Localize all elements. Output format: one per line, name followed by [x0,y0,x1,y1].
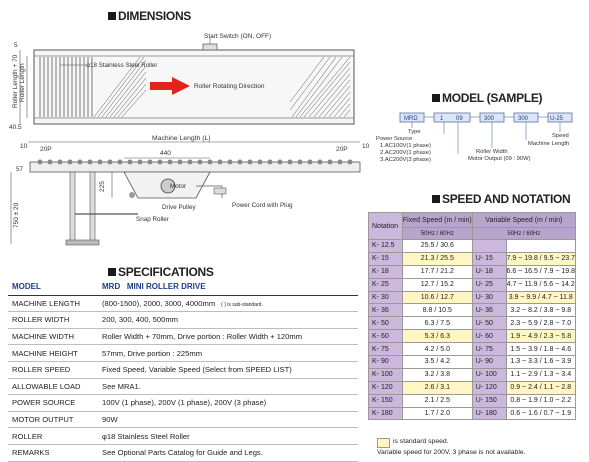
speed-row [369,265,576,278]
variable-notation: U- 18 [472,265,506,278]
fixed-speed: 4.2 / 5.0 [402,343,472,356]
variable-notation: U- 120 [472,381,506,394]
support-leg [70,172,75,242]
plug-icon [214,188,226,194]
snap-roller-label: Snap Roller [136,216,169,223]
spec-value: 57mm, Drive portion : 225mm [102,348,203,358]
fixed-speed: 3.2 / 3.8 [402,368,472,381]
spec-value-cell [98,428,358,445]
spec-value-cell [98,411,358,428]
spec-row [8,361,358,378]
motor-output-label: Motor Output (09 : 90W) [468,156,531,162]
dim-57: 57 [16,166,24,173]
dim-5: 5 [14,42,18,49]
variable-notation: U- 30 [472,291,506,304]
fixed-speed: 12.7 / 15.2 [402,278,472,291]
variable-notation: U- 100 [472,368,506,381]
speed-row [369,330,576,343]
variable-speed: 6.6 ~ 16.5 / 7.9 ~ 19.8 [506,265,576,278]
fixed-speed: 2.6 / 3.1 [402,381,472,394]
variable-speed: 4.7 ~ 11.9 / 5.6 ~ 14.2 [506,278,576,291]
machine-length-label: Machine Length (L) [152,135,211,142]
speed-row [369,343,576,356]
fixed-notation: K- 150 [369,394,403,407]
fixed-speed: 3.5 / 4.2 [402,356,472,369]
fixed-speed: 17.7 / 21.2 [402,265,472,278]
power-cord-label: Power Cord with Plug [232,202,293,209]
roller-length-label: Roller Length [19,63,26,102]
variable-speed [506,240,576,253]
fixed-notation: K- 75 [369,343,403,356]
variable-notation: U- 75 [472,343,506,356]
speed-row [369,291,576,304]
spec-value-cell [98,361,358,378]
spec-value: 200, 300, 400, 500mm [102,315,178,325]
spec-value-cell [98,328,358,345]
variable-speed: 1.5 ~ 3.9 / 1.8 ~ 4.6 [506,343,576,356]
spec-value: 90W [102,415,118,425]
dim-225: 225 [99,181,106,192]
spec-value: Fixed Speed, Variable Speed (Select from SPEED LIST) [102,365,292,375]
speed-label: Speed [552,133,569,139]
fixed-speed: 5.3 / 6.3 [402,330,472,343]
variable-speed: 2.3 ~ 5.9 / 2.8 ~ 7.0 [506,317,576,330]
fixed-speed: 8.8 / 10.5 [402,304,472,317]
fixed-notation: K- 18 [369,265,403,278]
variable-notation: U- 90 [472,356,506,369]
spec-key: MOTOR OUTPUT [8,411,98,428]
fixed-notation: K- 25 [369,278,403,291]
spec-value-cell [98,444,358,461]
spec-header-model-name [98,279,358,295]
fixed-notation: K- 50 [369,317,403,330]
roller-width-label: Roller Width [476,149,508,155]
spec-value: (800-1500), 2000, 3000, 4000mm [102,298,216,308]
model-sample-heading-text: MODEL (SAMPLE) [442,91,543,105]
model-code-power: 1 [440,116,444,122]
variable-speed: 1.1 ~ 2.9 / 1.3 ~ 3.4 [506,368,576,381]
spec-row [8,411,358,428]
roller-length-70-label: Roller Length + 70 [12,54,19,108]
bullet-square-icon [432,195,440,203]
variable-speed: 1.9 ~ 4.9 / 2.3 ~ 5.8 [506,330,576,343]
speed-row [369,356,576,369]
variable-notation: U- 180 [472,407,506,420]
machine-length-code-label: Machine Length [528,141,570,147]
spec-value: See MRA1. [102,381,141,391]
spec-row [8,328,358,345]
col-notation: Notation [369,213,403,240]
type-label: Type [408,129,421,135]
spec-key: ROLLER [8,428,98,445]
spec-row [8,312,358,329]
variable-speed: 3.2 ~ 8.2 / 3.8 ~ 9.8 [506,304,576,317]
spec-key: MACHINE HEIGHT [8,345,98,362]
speed-row [369,304,576,317]
variable-notation: U- 25 [472,278,506,291]
variable-notation: U- 15 [472,252,506,265]
start-switch-label: Start Switch (ON, OFF) [204,33,272,40]
spec-key: REMARKS [8,444,98,461]
spec-row [8,395,358,412]
fixed-speed: 1.7 / 2.0 [402,407,472,420]
spec-value-cell [98,295,358,312]
hz-fixed: 50Hz / 60Hz [402,228,472,240]
spec-key: ROLLER WIDTH [8,312,98,329]
model-sample-heading [432,91,542,105]
model-name: MINI ROLLER DRIVE [126,282,206,292]
start-switch-box [203,44,217,50]
support-leg [90,172,95,242]
variable-speed: 7.9 ~ 19.8 / 9.5 ~ 23.7 [506,252,576,265]
dim-20p-right: 20P [336,146,348,153]
model-code: MRD [102,282,121,292]
variable-speed: 3.9 ~ 9.9 / 4.7 ~ 11.8 [506,291,576,304]
fixed-notation: K- 30 [369,291,403,304]
legend-note: Variable speed for 200V, 3 phase is not available. [377,449,526,456]
spec-row [8,295,358,312]
variable-notation: U- 60 [472,330,506,343]
fixed-speed: 10.6 / 12.7 [402,291,472,304]
spec-header-model: MODEL [8,279,98,295]
model-code-speed: U-25 [550,116,564,122]
legend-standard: is standard speed. [393,438,449,445]
specifications-heading-text: SPECIFICATIONS [118,265,214,279]
speed-notation-heading-text: SPEED AND NOTATION [442,192,571,206]
model-code-length: 300 [518,116,529,122]
power-option: 3.AC200V(3 phase) [380,157,431,163]
model-sample-diagram [368,104,578,178]
spec-value-cell [98,395,358,412]
variable-speed: 0.8 ~ 1.9 / 1.0 ~ 2.2 [506,394,576,407]
fixed-notation: K- 12.5 [369,240,403,253]
power-option: 1.AC100V(1 phase) [380,143,431,149]
fixed-speed: 21.3 / 25.5 [402,252,472,265]
spec-note: ( ) is sub-standard. [221,301,263,308]
spec-value-cell [98,312,358,329]
dim-20p-left: 20P [40,146,52,153]
bullet-square-icon [108,268,116,276]
variable-notation: U- 50 [472,317,506,330]
leg-foot [66,240,99,245]
dim-10-left: 10 [20,143,28,150]
variable-notation: U- 150 [472,394,506,407]
speed-row [369,368,576,381]
speed-row [369,394,576,407]
speed-notation-heading [432,192,570,206]
fixed-notation: K- 100 [369,368,403,381]
speed-row [369,278,576,291]
specifications-table [8,279,358,462]
fixed-speed: 25.5 / 30.6 [402,240,472,253]
variable-speed: 0.9 ~ 2.4 / 1.1 ~ 2.8 [506,381,576,394]
dimensions-heading-text: DIMENSIONS [118,9,192,23]
speed-row [369,252,576,265]
spec-value: 100V (1 phase), 200V (1 phase), 200V (3 phase) [102,398,267,408]
spec-value: See Optional Parts Catalog for Guide and Legs. [102,448,263,458]
spec-key: ROLLER SPEED [8,361,98,378]
spec-key: MACHINE LENGTH [8,295,98,312]
spec-key: ALLOWABLE LOAD [8,378,98,395]
power-source-label: Power Source [376,136,413,142]
spec-key: MACHINE WIDTH [8,328,98,345]
fixed-speed: 6.3 / 7.5 [402,317,472,330]
spec-key: POWER SOURCE [8,395,98,412]
hz-variable: 50Hz / 60Hz [472,228,575,240]
speed-table [368,212,576,420]
spec-row [8,378,358,395]
roller-material-label: φ18 Stainless Steel Roller [86,62,158,69]
dim-440: 440 [160,150,171,157]
variable-notation [472,240,506,253]
variable-speed: 0.6 ~ 1.6 / 0.7 ~ 1.9 [506,407,576,420]
col-fixed: Fixed Speed (m / min) [402,213,472,228]
dim-10-right: 10 [362,143,370,150]
spec-value: φ18 Stainless Steel Roller [102,431,190,441]
spec-value: Roller Width + 70mm, Drive portion : Roller Width + 120mm [102,332,303,342]
spec-value-cell [98,378,358,395]
power-option: 2.AC200V(1 phase) [380,150,431,156]
drive-pulley-label: Drive Pulley [162,204,196,211]
bullet-square-icon [432,94,440,102]
rotating-direction-label: Roller Rotating Direction [194,83,265,90]
spec-row [8,428,358,445]
spec-row [8,444,358,461]
fixed-notation: K- 90 [369,356,403,369]
fixed-notation: K- 60 [369,330,403,343]
variable-notation: U- 36 [472,304,506,317]
fixed-speed: 2.1 / 2.5 [402,394,472,407]
variable-speed: 1.3 ~ 3.3 / 1.6 ~ 3.9 [506,356,576,369]
spec-header-row [8,279,358,295]
spec-value-cell [98,345,358,362]
standard-speed-swatch [377,438,390,448]
speed-row [369,317,576,330]
spec-row [8,345,358,362]
dim-750: 750 ± 20 [13,202,20,228]
model-code-width: 300 [484,116,495,122]
col-variable: Variable Speed (m / min) [472,213,575,228]
fixed-notation: K- 36 [369,304,403,317]
snap-roller-icon [129,192,135,198]
model-code-type: MRD [404,116,418,122]
model-code-motor: 09 [456,116,463,122]
speed-row [369,407,576,420]
speed-row [369,240,576,253]
specifications-heading [108,265,214,279]
speed-row [369,381,576,394]
fixed-notation: K- 15 [369,252,403,265]
dimension-drawing [0,0,370,262]
motor-label: Motor [170,183,187,190]
dim-40-5: 40.5 [9,124,22,131]
fixed-notation: K- 120 [369,381,403,394]
fixed-notation: K- 180 [369,407,403,420]
